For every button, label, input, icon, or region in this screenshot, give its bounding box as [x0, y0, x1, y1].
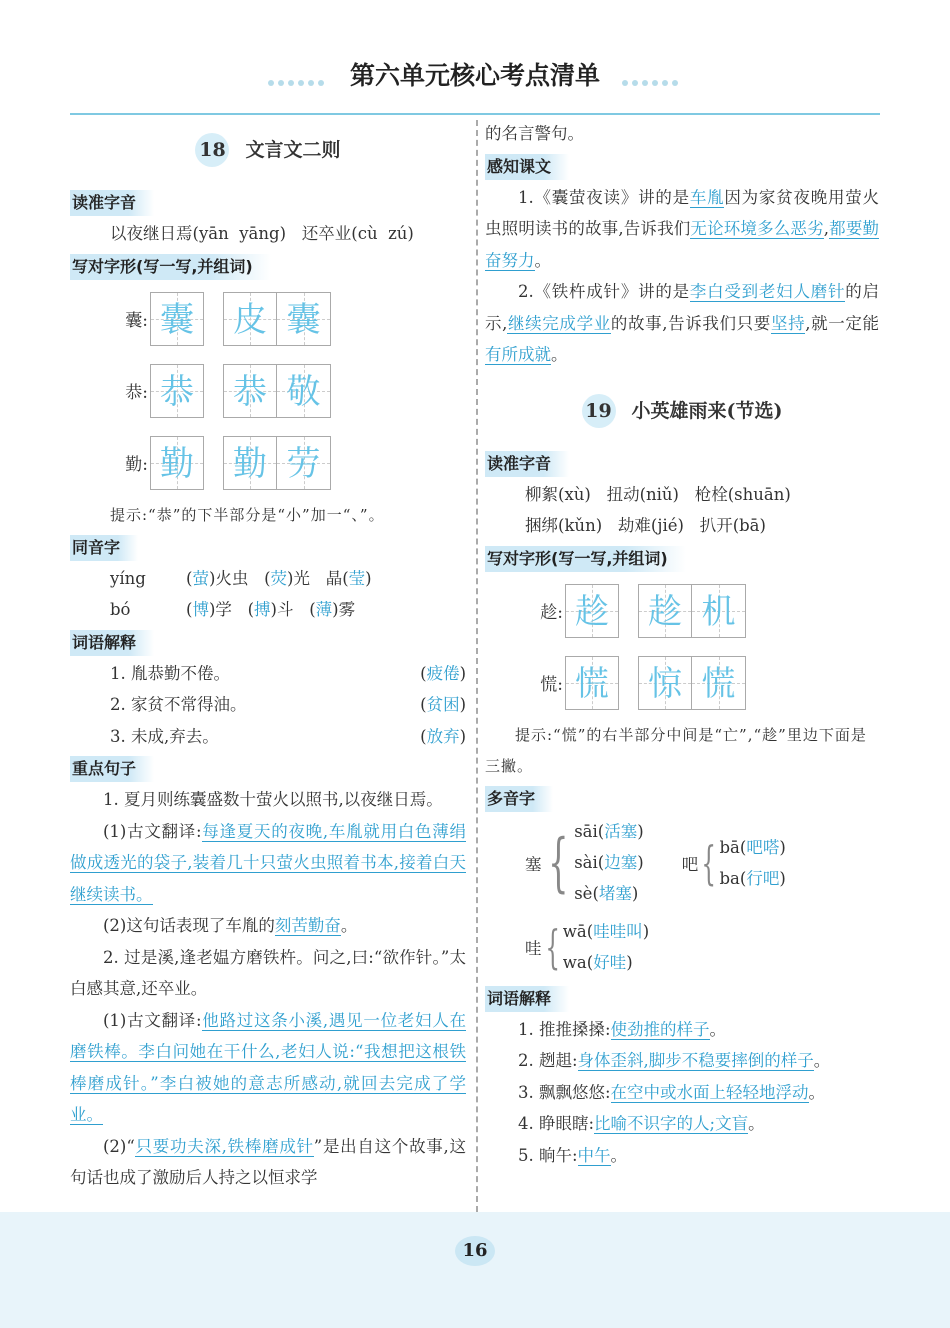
title-decoration-right — [622, 71, 682, 77]
char-practice-row: 恭: 恭 恭 敬 — [70, 356, 466, 426]
polyphone-row — [525, 912, 879, 982]
char-practice-row: 囊: 囊 皮 囊 — [70, 284, 466, 354]
sentence-question: (2)这句话表现了车胤的刻苦勤奋。 — [103, 916, 358, 935]
page-title: 第六单元核心考点清单 — [349, 61, 600, 90]
column-divider — [476, 120, 478, 1212]
polyphone-row — [525, 814, 879, 912]
homophone-row: yíng (萤)火虫 (荧)光 晶(莹) — [110, 568, 372, 588]
summary-paragraph: 2.《铁杵成针》讲的是李白受到老妇人磨针的启示,继续完成学业的故事,告诉我们只要坚持,就一定能有所成就。 — [485, 282, 880, 364]
title-rule — [70, 113, 880, 115]
polyphone-wa: 哇 { wā(哇哇叫) wa(好哇) — [525, 919, 650, 974]
vocab-item: 3. 飘飘悠悠:在空中或水面上轻轻地浮动。 — [518, 1082, 826, 1102]
lesson-title: 小英雄雨来(节选) — [631, 399, 783, 422]
vocab-item: 3. 未成,弃去。 (放弃) — [110, 726, 466, 746]
lesson-title: 文言文二则 — [245, 139, 341, 161]
section-heading: 读准字音 — [485, 451, 569, 477]
page-number: 16 — [455, 1236, 495, 1266]
char-practice-row: 趁: 趁 趁 机 — [485, 576, 879, 646]
homophone-row: bó (博)学 (搏)斗 (薄)雾 — [110, 600, 356, 619]
lesson-heading — [70, 130, 466, 170]
section-heading: 词语解释 — [70, 630, 154, 656]
summary-paragraph: 1.《囊萤夜读》讲的是车胤因为家贫夜晚用萤火虫照明读书的故事,告诉我们无论环境多么恶劣,都要勤奋努力。 — [485, 187, 880, 270]
right-column — [485, 118, 879, 1171]
lesson-heading — [485, 391, 879, 431]
pronunciation-line: 捆绑(kǔn) 劫难(jié) 扒开(bā) — [525, 516, 766, 535]
translation: (1)古文翻译:他路过这条小溪,遇见一位老妇人在磨铁棒。李白问她在干什么,老妇人说:“我想把这根铁棒磨成针。”李白被她的意志所感动,就回去完成了学业。 — [70, 1010, 466, 1124]
pronunciation-line: 柳絮(xù) 扭动(niǔ) 枪栓(shuān) — [525, 484, 791, 504]
section-heading: 写对字形(写一写,并组词) — [70, 254, 271, 280]
polyphone-ba: 吧 { bā(吧嗒) ba(行吧) — [681, 835, 786, 890]
sentence-question: (2)“只要功夫深,铁棒磨成针”是出自这个故事,这句话也成了激励后人持之以恒求学 — [70, 1136, 466, 1187]
section-heading: 读准字音 — [70, 190, 154, 216]
lesson-number: 18 — [195, 133, 229, 167]
section-heading: 多音字 — [485, 786, 553, 812]
continued-text: 的名言警句。 — [485, 124, 584, 143]
vocab-item: 2. 趔趄:身体歪斜,脚步不稳要摔倒的样子。 — [518, 1051, 831, 1070]
pronunciation-line: 以夜继日焉(yān yāng) 还卒业(cù zú) — [110, 224, 414, 243]
key-sentence: 1. 夏月则练囊盛数十萤火以照书,以夜继日焉。 — [103, 790, 443, 809]
left-column — [70, 118, 466, 1194]
vocab-item: 1. 推推搡搡:使劲推的样子。 — [518, 1019, 727, 1039]
vocab-item: 2. 家贫不常得油。 (贫困) — [110, 695, 466, 714]
key-sentence: 2. 过是溪,逢老媪方磨铁杵。问之,曰:“欲作针。”太白感其意,还卒业。 — [70, 947, 466, 998]
vocab-item: 1. 胤恭勤不倦。 (疲倦) — [110, 663, 466, 683]
section-heading: 重点句子 — [70, 756, 154, 782]
translation: (1)古文翻译:每逢夏天的夜晚,车胤就用白色薄绢做成透光的袋子,装着几十只萤火虫照着书本,接着白天继续读书。 — [70, 821, 466, 904]
vocab-item: 4. 睁眼瞎:比喻不识字的人;文盲。 — [518, 1114, 765, 1133]
section-heading: 词语解释 — [485, 986, 569, 1012]
vocab-item: 5. 晌午:中午。 — [518, 1145, 628, 1165]
hint-text: 提示:“慌”的右半部分中间是“亡”,“趁”里边下面是三撇。 — [485, 725, 867, 775]
section-heading: 同音字 — [70, 535, 138, 561]
char-practice-row: 勤: 勤 勤 劳 — [70, 428, 466, 498]
lesson-number: 19 — [582, 394, 616, 428]
section-heading: 感知课文 — [485, 154, 569, 180]
polyphone-sai: 塞 { sāi(活塞) sài(边塞) sè(堵塞) — [525, 822, 644, 903]
char-practice-row: 慌: 慌 惊 慌 — [485, 648, 879, 718]
section-heading: 写对字形(写一写,并组词) — [485, 546, 686, 572]
hint-text: 提示:“恭”的下半部分是“小”加一“、”。 — [110, 505, 385, 524]
